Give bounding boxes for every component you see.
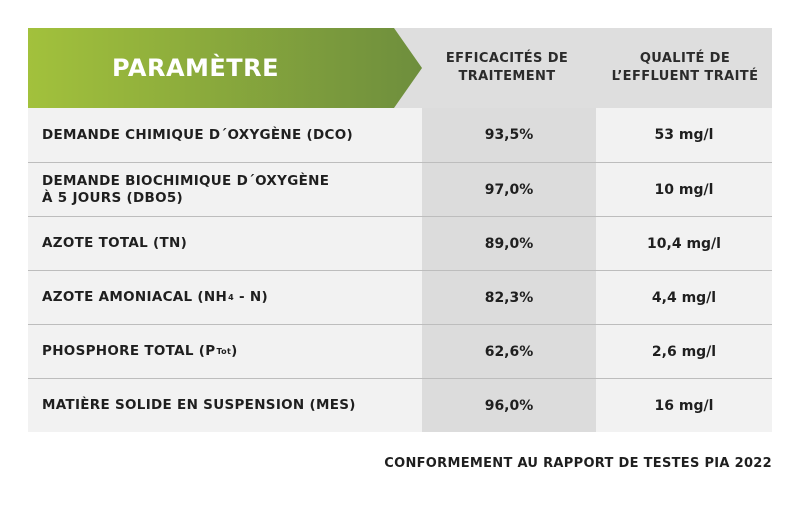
param-cell: MATIÈRE SOLIDE EN SUSPENSION (MES) xyxy=(42,397,356,413)
quality-cell: 10,4 mg/l xyxy=(647,235,721,252)
quality-cell: 2,6 mg/l xyxy=(651,343,717,360)
param-text-after: ) xyxy=(231,343,238,359)
efficiency-cell: 93,5% xyxy=(422,108,596,162)
param-cell: DEMANDE CHIMIQUE D´OXYGÈNE (DCO) xyxy=(42,126,353,143)
table-row xyxy=(28,270,772,324)
table-row xyxy=(28,216,772,270)
param-text-after: - N) xyxy=(233,289,268,305)
param-text: AZOTE AMONIACAL (NH xyxy=(42,289,228,305)
param-cell: DEMANDE BIOCHIMIQUE D´OXYGÈNE À 5 JOURS (DBO5) xyxy=(42,172,330,206)
param-subscript: Tot xyxy=(216,347,232,356)
header-efficiency: EFFICACITÉS DE TRAITEMENT xyxy=(445,51,569,84)
table-header xyxy=(28,28,772,108)
efficiency-cell: 96,0% xyxy=(422,379,596,432)
quality-cell: 4,4 mg/l xyxy=(651,289,717,306)
efficiency-cell: 89,0% xyxy=(422,217,596,270)
efficiency-cell: 62,6% xyxy=(422,325,596,378)
param-cell xyxy=(42,325,402,378)
efficiency-cell: 82,3% xyxy=(422,271,596,324)
quality-cell: 10 mg/l xyxy=(654,181,714,198)
param-cell: AZOTE TOTAL (TN) xyxy=(42,235,188,251)
table-body xyxy=(28,108,772,432)
quality-cell: 16 mg/l xyxy=(654,397,714,414)
header-param-label: PARAMÈTRE xyxy=(112,54,280,82)
parameters-table xyxy=(28,28,772,432)
header-quality: QUALITÉ DE L’EFFLUENT TRAITÉ xyxy=(611,51,759,84)
quality-cell: 53 mg/l xyxy=(654,127,714,143)
param-subscript: 4 xyxy=(228,293,234,302)
efficiency-cell: 97,0% xyxy=(422,163,596,216)
table-row xyxy=(28,108,772,162)
header-param-cell xyxy=(28,28,422,108)
param-cell xyxy=(42,271,402,324)
table-row xyxy=(28,324,772,378)
footnote: CONFORMEMENT AU RAPPORT DE TESTES PIA 2022 xyxy=(384,456,772,471)
param-text: PHOSPHORE TOTAL (P xyxy=(42,343,216,359)
table-row xyxy=(28,378,772,432)
table-row xyxy=(28,162,772,216)
